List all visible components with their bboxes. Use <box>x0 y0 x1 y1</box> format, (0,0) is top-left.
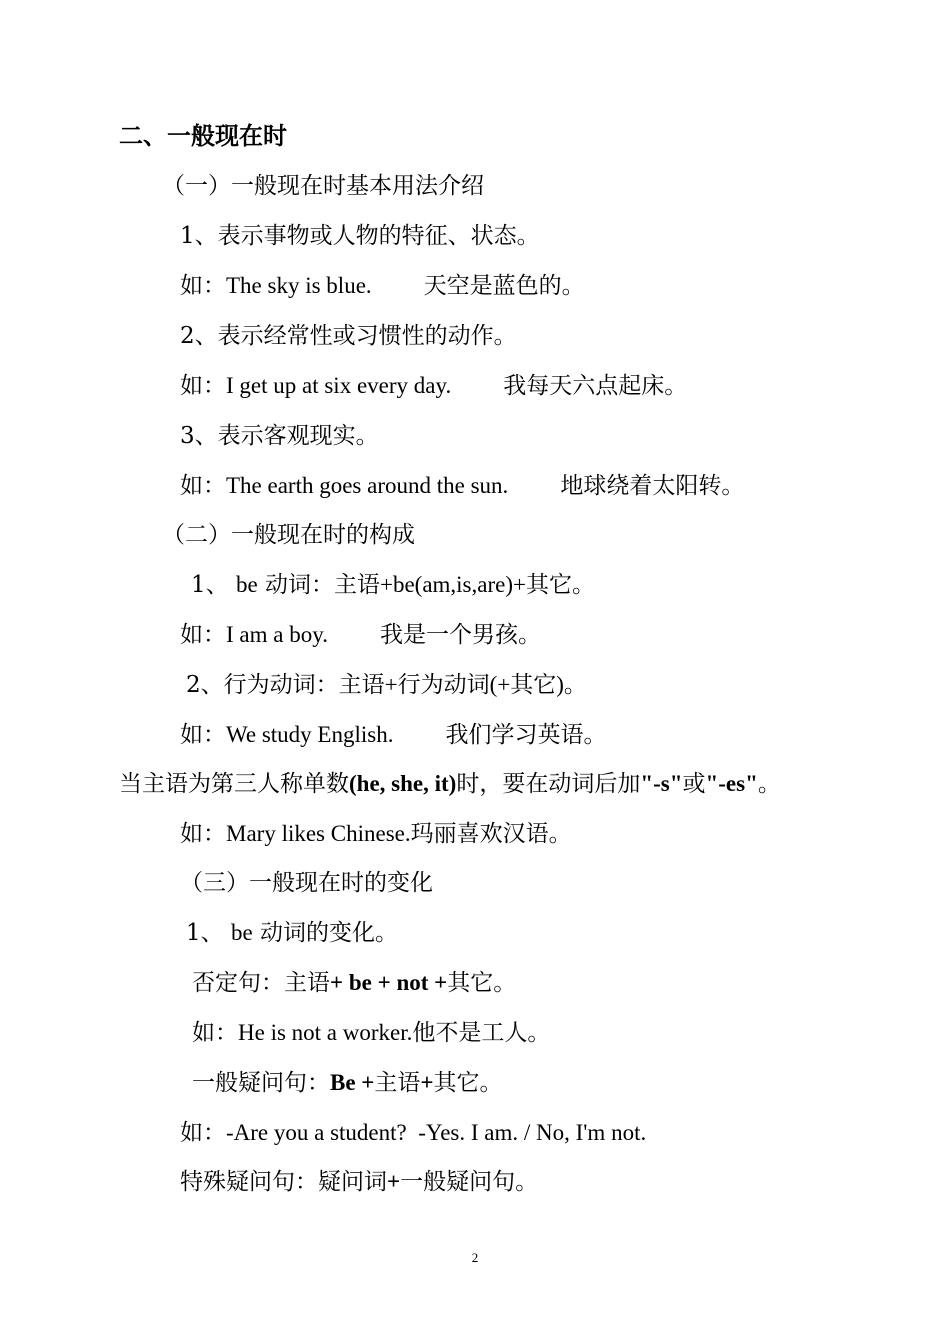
example-prefix: 如： <box>180 821 226 847</box>
item-number: 1、 <box>186 920 224 946</box>
example-english: The earth goes around the sun. <box>226 473 509 498</box>
formula: Be + <box>330 1070 375 1095</box>
item-text: 2、行为动词：主语 <box>186 672 385 698</box>
plus-sign: + <box>420 1070 434 1095</box>
construction-item-1 <box>191 570 595 600</box>
item-text: 行为动词 <box>397 672 490 698</box>
example-line-6 <box>180 819 572 849</box>
form-label: 一般疑问句： <box>192 1070 330 1096</box>
rule-text: 当主语为第三人称单数 <box>119 771 349 797</box>
example-english: I am a boy. <box>226 622 328 647</box>
example-line-4 <box>180 620 541 650</box>
formula: + be + not + <box>330 970 448 995</box>
example-line-8 <box>180 1118 646 1148</box>
example-english: I get up at six every day. <box>226 373 452 398</box>
example-prefix: 如： <box>180 722 226 748</box>
example-chinese: 他不是工人。 <box>412 1020 551 1046</box>
usage-item-2: 2、表示经常性或习惯性的动作。 <box>180 323 517 349</box>
example-line-3 <box>180 471 744 501</box>
example-chinese: 天空是蓝色的。 <box>423 273 585 299</box>
form-end: 其它。 <box>433 1070 503 1096</box>
example-chinese: 地球绕着太阳转。 <box>560 473 745 499</box>
usage-item-3: 3、表示客观现实。 <box>180 423 379 449</box>
example-prefix: 如： <box>192 1020 238 1046</box>
example-line-2 <box>180 371 687 401</box>
example-english: We study English. <box>226 722 394 747</box>
rule-end: 。 <box>757 771 781 797</box>
example-chinese: 我们学习英语。 <box>445 722 607 748</box>
construction-item-2 <box>186 670 587 700</box>
rule-pronouns: (he, she, it) <box>349 771 457 796</box>
negative-form <box>192 968 516 998</box>
change-item-1 <box>186 918 398 948</box>
page-number: 2 <box>471 1250 479 1265</box>
section-heading: 二、一般现在时 <box>119 121 287 150</box>
example-line-5 <box>180 720 606 750</box>
example-chinese: 我每天六点起床。 <box>503 373 688 399</box>
rule-text: 时，要在动词后加 <box>456 771 641 797</box>
item-end: 其它。 <box>525 572 595 598</box>
subsection-title-2: （二）一般现在时的构成 <box>162 522 415 548</box>
form-label: 特殊疑问句：疑问词 <box>180 1169 387 1195</box>
usage-item-1: 1、表示事物或人物的特征、状态。 <box>180 223 540 249</box>
rule-text: 或 <box>682 771 706 797</box>
question-form <box>192 1068 503 1098</box>
example-prefix: 如： <box>180 622 226 648</box>
plus-sign: + <box>387 1169 401 1194</box>
form-label: 否定句：主语 <box>192 970 330 996</box>
example-english: Mary likes Chinese. <box>226 821 411 846</box>
be-term: be <box>235 572 258 597</box>
special-question-form <box>180 1167 538 1197</box>
example-prefix: 如： <box>180 473 226 499</box>
item-text: 动词的变化。 <box>259 920 398 946</box>
suffix-es: "-es" <box>705 771 758 796</box>
example-chinese: 玛丽喜欢汉语。 <box>410 821 572 847</box>
form-text: 主语 <box>374 1070 421 1096</box>
example-prefix: 如： <box>180 373 226 399</box>
plus-sign: + <box>384 672 398 697</box>
example-line-7 <box>192 1018 550 1048</box>
form-end: 其它。 <box>447 970 517 996</box>
example-english: -Are you a student? -Yes. I am. / No, I'm not. <box>226 1120 647 1145</box>
subsection-title-1: （一）一般现在时基本用法介绍 <box>162 173 484 199</box>
example-prefix: 如： <box>180 1120 226 1146</box>
example-line-1 <box>180 271 585 301</box>
form-end: 一般疑问句。 <box>400 1169 539 1195</box>
item-text: 动词：主语 <box>264 572 380 598</box>
formula: (+ <box>489 672 511 697</box>
suffix-s: "-s" <box>640 771 683 796</box>
item-text: 其它 <box>510 672 557 698</box>
item-end: )。 <box>556 672 587 697</box>
be-term: be <box>230 920 253 945</box>
subsection-title-3: （三）一般现在时的变化 <box>180 870 433 896</box>
third-person-rule <box>119 769 781 799</box>
formula: +be(am,is,are)+ <box>379 572 526 597</box>
item-number: 1、 <box>191 572 229 598</box>
example-english: He is not a worker. <box>238 1020 413 1045</box>
example-chinese: 我是一个男孩。 <box>379 622 541 648</box>
example-english: The sky is blue. <box>226 273 372 298</box>
example-prefix: 如： <box>180 273 226 299</box>
